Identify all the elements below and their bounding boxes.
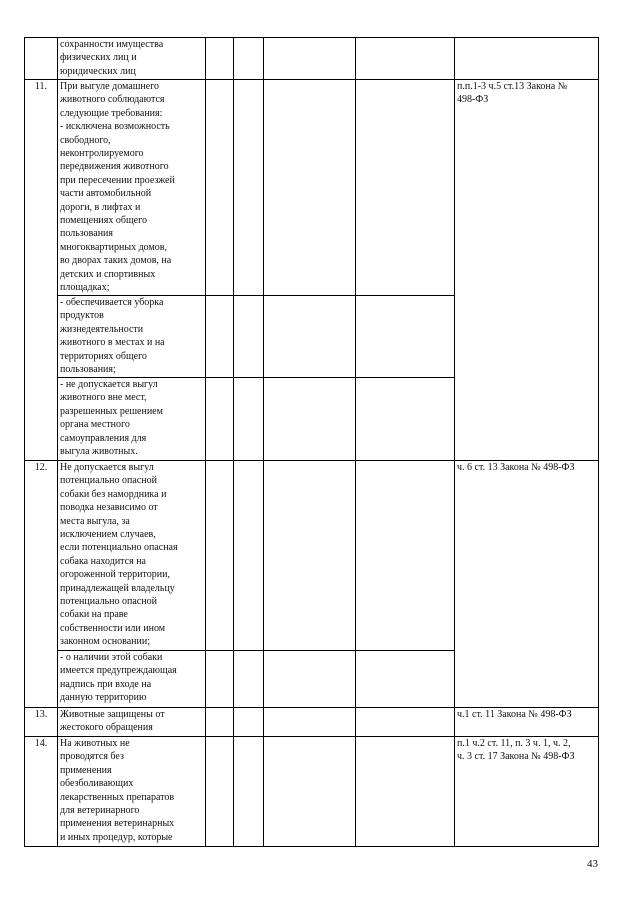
answer-yes-cell: [206, 461, 234, 651]
requirement-text: Животные защищены от жестокого обращения: [58, 708, 206, 737]
row-number: 13.: [25, 708, 58, 737]
answer-no-cell: [234, 38, 264, 80]
answer-yes-cell: [206, 651, 234, 708]
answer-yes-cell: [206, 708, 234, 737]
not-applicable-cell: [264, 296, 356, 378]
legal-reference: [455, 38, 599, 80]
table-row: [25, 80, 599, 296]
legal-reference: п.п.1-3 ч.5 ст.13 Закона № 498-ФЗ: [455, 80, 599, 461]
answer-yes-cell: [206, 737, 234, 847]
answer-yes-cell: [206, 378, 234, 461]
row-number: 12.: [25, 461, 58, 708]
note-cell: [356, 38, 455, 80]
requirement-text: - не допускается выгул животного вне мест, разрешенных решением органа местного самоуправления для выгула животных.: [58, 378, 206, 461]
row-number: [25, 38, 58, 80]
answer-no-cell: [234, 651, 264, 708]
answer-yes-cell: [206, 296, 234, 378]
not-applicable-cell: [264, 737, 356, 847]
answer-yes-cell: [206, 38, 234, 80]
note-cell: [356, 80, 455, 296]
requirement-text: сохранности имущества физических лиц и юридических лиц: [58, 38, 206, 80]
not-applicable-cell: [264, 461, 356, 651]
table-row: [25, 708, 599, 737]
answer-no-cell: [234, 80, 264, 296]
answer-yes-cell: [206, 80, 234, 296]
row-number: 11.: [25, 80, 58, 461]
note-cell: [356, 708, 455, 737]
requirement-text: - о наличии этой собаки имеется предупреждающая надпись при входе на данную территорию: [58, 651, 206, 708]
requirement-text: Не допускается выгул потенциально опасной собаки без намордника и поводка независимо от места выгула, за исключением случаев, если потенциально опасная собака находится на огороженной территории, принадлежащей владельцу потенциально опасной собаки на праве собственности или ином законном основании;: [58, 461, 206, 651]
not-applicable-cell: [264, 708, 356, 737]
requirement-text: - обеспечивается уборка продуктов жизнедеятельности животного в местах и на территориях общего пользования;: [58, 296, 206, 378]
legal-reference: п.1 ч.2 ст. 11, п. 3 ч. 1, ч. 2, ч. 3 ст. 17 Закона № 498-ФЗ: [455, 737, 599, 847]
requirement-text: На животных не проводятся без применения обезболивающих лекарственных препаратов для ветеринарного применения ветеринарных и иных процедур, которые: [58, 737, 206, 847]
legal-reference: ч. 6 ст. 13 Закона № 498-ФЗ: [455, 461, 599, 708]
answer-no-cell: [234, 708, 264, 737]
page-number: 43: [587, 858, 598, 870]
checklist-table: [24, 37, 599, 847]
table-row: [25, 38, 599, 80]
not-applicable-cell: [264, 80, 356, 296]
note-cell: [356, 651, 455, 708]
note-cell: [356, 378, 455, 461]
table-row: [25, 461, 599, 651]
note-cell: [356, 296, 455, 378]
table-row: [25, 737, 599, 847]
not-applicable-cell: [264, 378, 356, 461]
answer-no-cell: [234, 737, 264, 847]
requirement-text: При выгуле домашнего животного соблюдаются следующие требования: - исключена возможность свободного, неконтролируемого передвижения животного при пересечении проезжей части автомобильной дороги, в лифтах и помещениях общего пользования многоквартирных домов, во дворах таких домов, на детских и спортивных площадках;: [58, 80, 206, 296]
answer-no-cell: [234, 461, 264, 651]
row-number: 14.: [25, 737, 58, 847]
answer-no-cell: [234, 378, 264, 461]
legal-reference: ч.1 ст. 11 Закона № 498-ФЗ: [455, 708, 599, 737]
answer-no-cell: [234, 296, 264, 378]
note-cell: [356, 737, 455, 847]
note-cell: [356, 461, 455, 651]
not-applicable-cell: [264, 651, 356, 708]
not-applicable-cell: [264, 38, 356, 80]
